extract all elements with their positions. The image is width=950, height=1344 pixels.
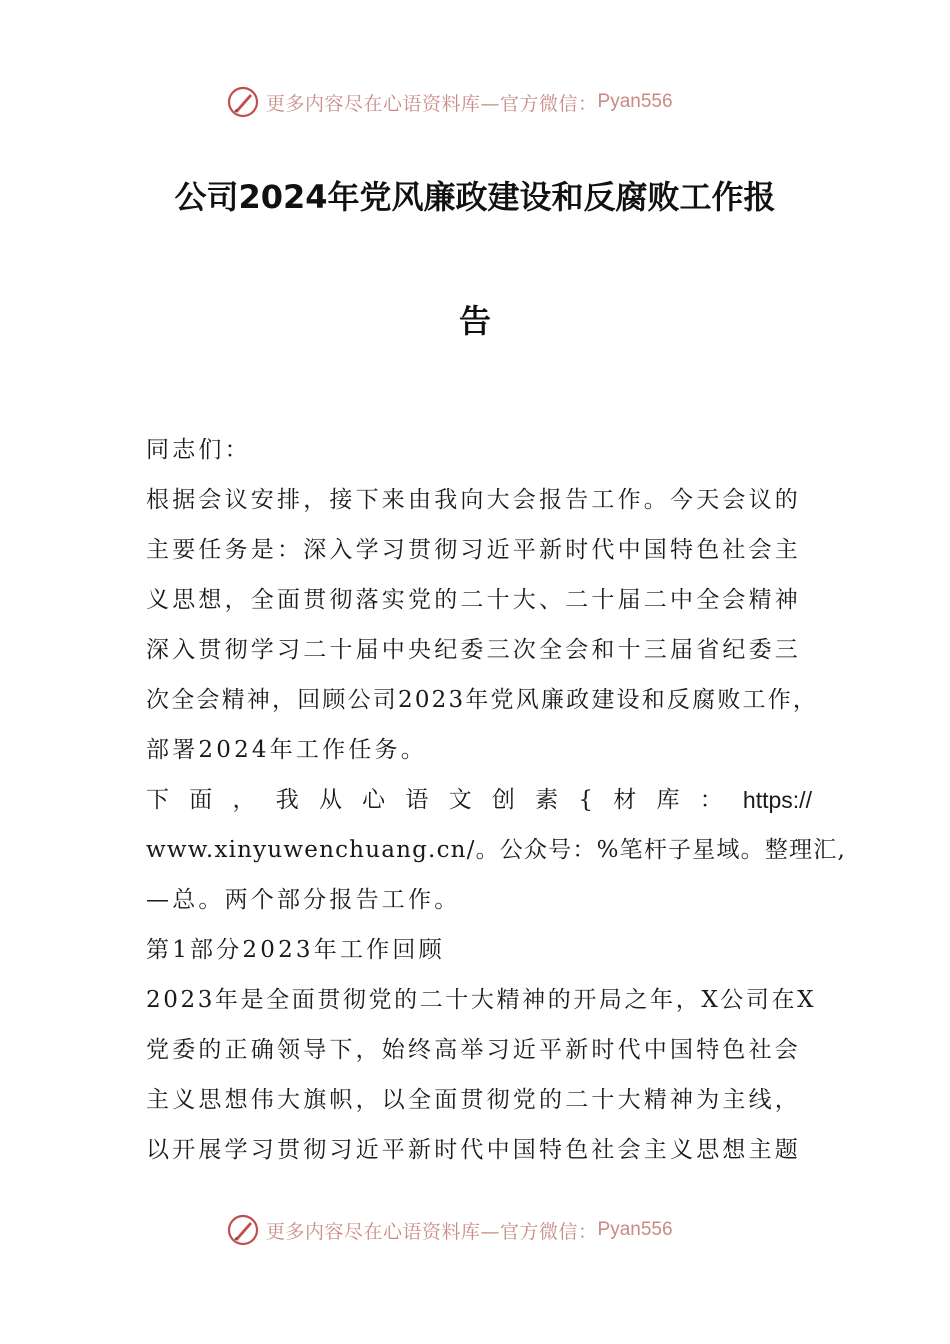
- footer-banner-text: 更多内容尽在心语资料库—官方微信：: [266, 1220, 598, 1243]
- paragraph-3-line: 主义思想伟大旗帜，以全面贯彻党的二十大精神为主线，: [146, 1087, 801, 1113]
- word: 素: [535, 787, 559, 813]
- word: 从: [318, 787, 342, 813]
- word: 下: [146, 787, 169, 813]
- paragraph-3-line: 2023年是全面贯彻党的二十大精神的开局之年，X公司在X: [146, 987, 817, 1013]
- paragraph-2-line3: —总。两个部分报告工作。: [146, 887, 461, 913]
- salutation: 同志们：: [146, 437, 251, 463]
- word: ：: [699, 787, 723, 813]
- quill-pen-logo-icon: [226, 85, 260, 119]
- paragraph-3-line: 党委的正确领导下，始终高举习近平新时代中国特色社会: [146, 1037, 801, 1063]
- word: 创: [491, 787, 515, 813]
- paragraph-1-line: 根据会议安排，接下来由我向大会报告工作。今天会议的: [146, 487, 801, 513]
- footer-banner-wechat-id: Pyan556: [597, 1219, 673, 1240]
- paragraph-1-line: 义思想，全面贯彻落实党的二十大、二十届二中全会精神: [146, 587, 801, 613]
- header-banner: [226, 84, 746, 120]
- word: 我: [275, 787, 299, 813]
- document-title-line1: 公司2024年党风廉政建设和反腐败工作报: [174, 178, 776, 216]
- word: 面: [189, 787, 213, 813]
- document-title-line2: 告: [458, 302, 491, 340]
- section-heading: 第1部分2023年工作回顾: [146, 937, 445, 963]
- paragraph-1-line: 部署2024年工作任务。: [146, 737, 427, 763]
- word: 文: [448, 787, 472, 813]
- word: 库: [656, 787, 680, 813]
- header-banner-text: 更多内容尽在心语资料库—官方微信：: [266, 92, 598, 115]
- word: 心: [362, 787, 386, 813]
- paragraph-1-line: 主要任务是：深入学习贯彻习近平新时代中国特色社会主: [146, 537, 801, 563]
- paragraph-2-line2: www.xinyuwenchuang.cn/。公众号：%笔杆子星域。整理汇,: [146, 837, 846, 863]
- paragraph-1-line: 次全会精神，回顾公司2023年党风廉政建设和反腐败工作，: [146, 687, 819, 713]
- word: {: [578, 787, 593, 813]
- word: 语: [405, 787, 429, 813]
- word: 材: [613, 787, 637, 813]
- footer-banner: [226, 1212, 746, 1248]
- header-banner-wechat-id: Pyan556: [597, 91, 673, 112]
- paragraph-3-line: 以开展学习贯彻习近平新时代中国特色社会主义思想主题: [146, 1137, 801, 1163]
- word: ，: [232, 787, 256, 813]
- url-fragment: https://: [742, 787, 812, 813]
- paragraph-2-line1: [146, 784, 812, 816]
- paragraph-1-line: 深入贯彻学习二十届中央纪委三次全会和十三届省纪委三: [146, 637, 801, 663]
- quill-pen-logo-icon: [226, 1213, 260, 1247]
